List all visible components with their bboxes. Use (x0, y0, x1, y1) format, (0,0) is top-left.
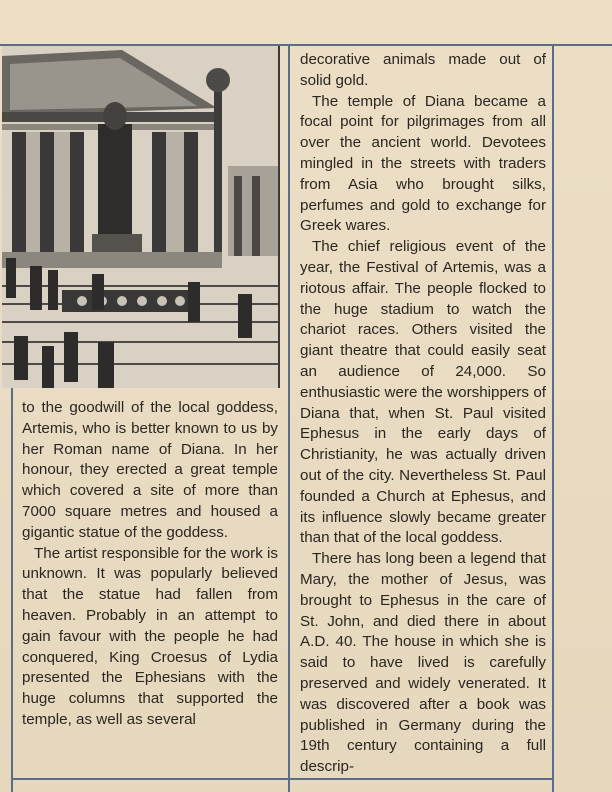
bottom-border-rule (11, 778, 554, 780)
left-paragraph-2: The artist responsible for the work is unknown. It was popularly believed that the statue had fallen from heaven. Probably in an attempt to gain favour with the people he had conquered, King Croesus of Lydia presented the Ephesians with the huge columns that supported the temple, as well as several (22, 544, 278, 728)
column-divider-rule (288, 44, 290, 792)
right-border-rule (552, 44, 554, 792)
right-paragraph-2: The temple of Diana became a focal point for pilgrimages from all over the ancient world. Devotees mingled in the streets with traders from Asia who brought silks, perfumes and gold to exchange for Greek wares. (300, 92, 546, 235)
right-paragraph-1: decorative animals made out of solid gold. (300, 51, 546, 89)
right-paragraph-3: The chief religious event of the year, the Festival of Artemis, was a riotous affair. The people flocked to the huge stadium to watch the chariot races. Others visited the giant theatre that could easily seat an audience of 24,000. So enthusiastic were the worshippers of Diana that, when St. Paul visited Ephesus in the early days of Christianity, he was actually driven out of the city. Nevertheless St. Paul founded a Church at Ephesus, and its influence slowly became greater than that of the local goddess. (300, 238, 546, 547)
temple-illustration (2, 46, 280, 388)
temple-drawing (2, 46, 278, 388)
left-text-column (22, 398, 278, 731)
right-paragraph-4: There has long been a legend that Mary, the mother of Jesus, was brought to Ephesus in the care of St. John, and died there in about A.D. 40. The house in which she is said to have lived is carefully preserved and widely venerated. It was discovered after a book was published in Germany during the 19th century containing a full descrip- (300, 550, 546, 776)
left-paragraph-1: to the goodwill of the local goddess, Artemis, who is better known to us by her Roman name of Diana. In her honour, they erected a great temple which covered a site of more than 7000 square metres and housed a gigantic statue of the goddess. (22, 399, 278, 541)
right-text-column (300, 50, 546, 778)
